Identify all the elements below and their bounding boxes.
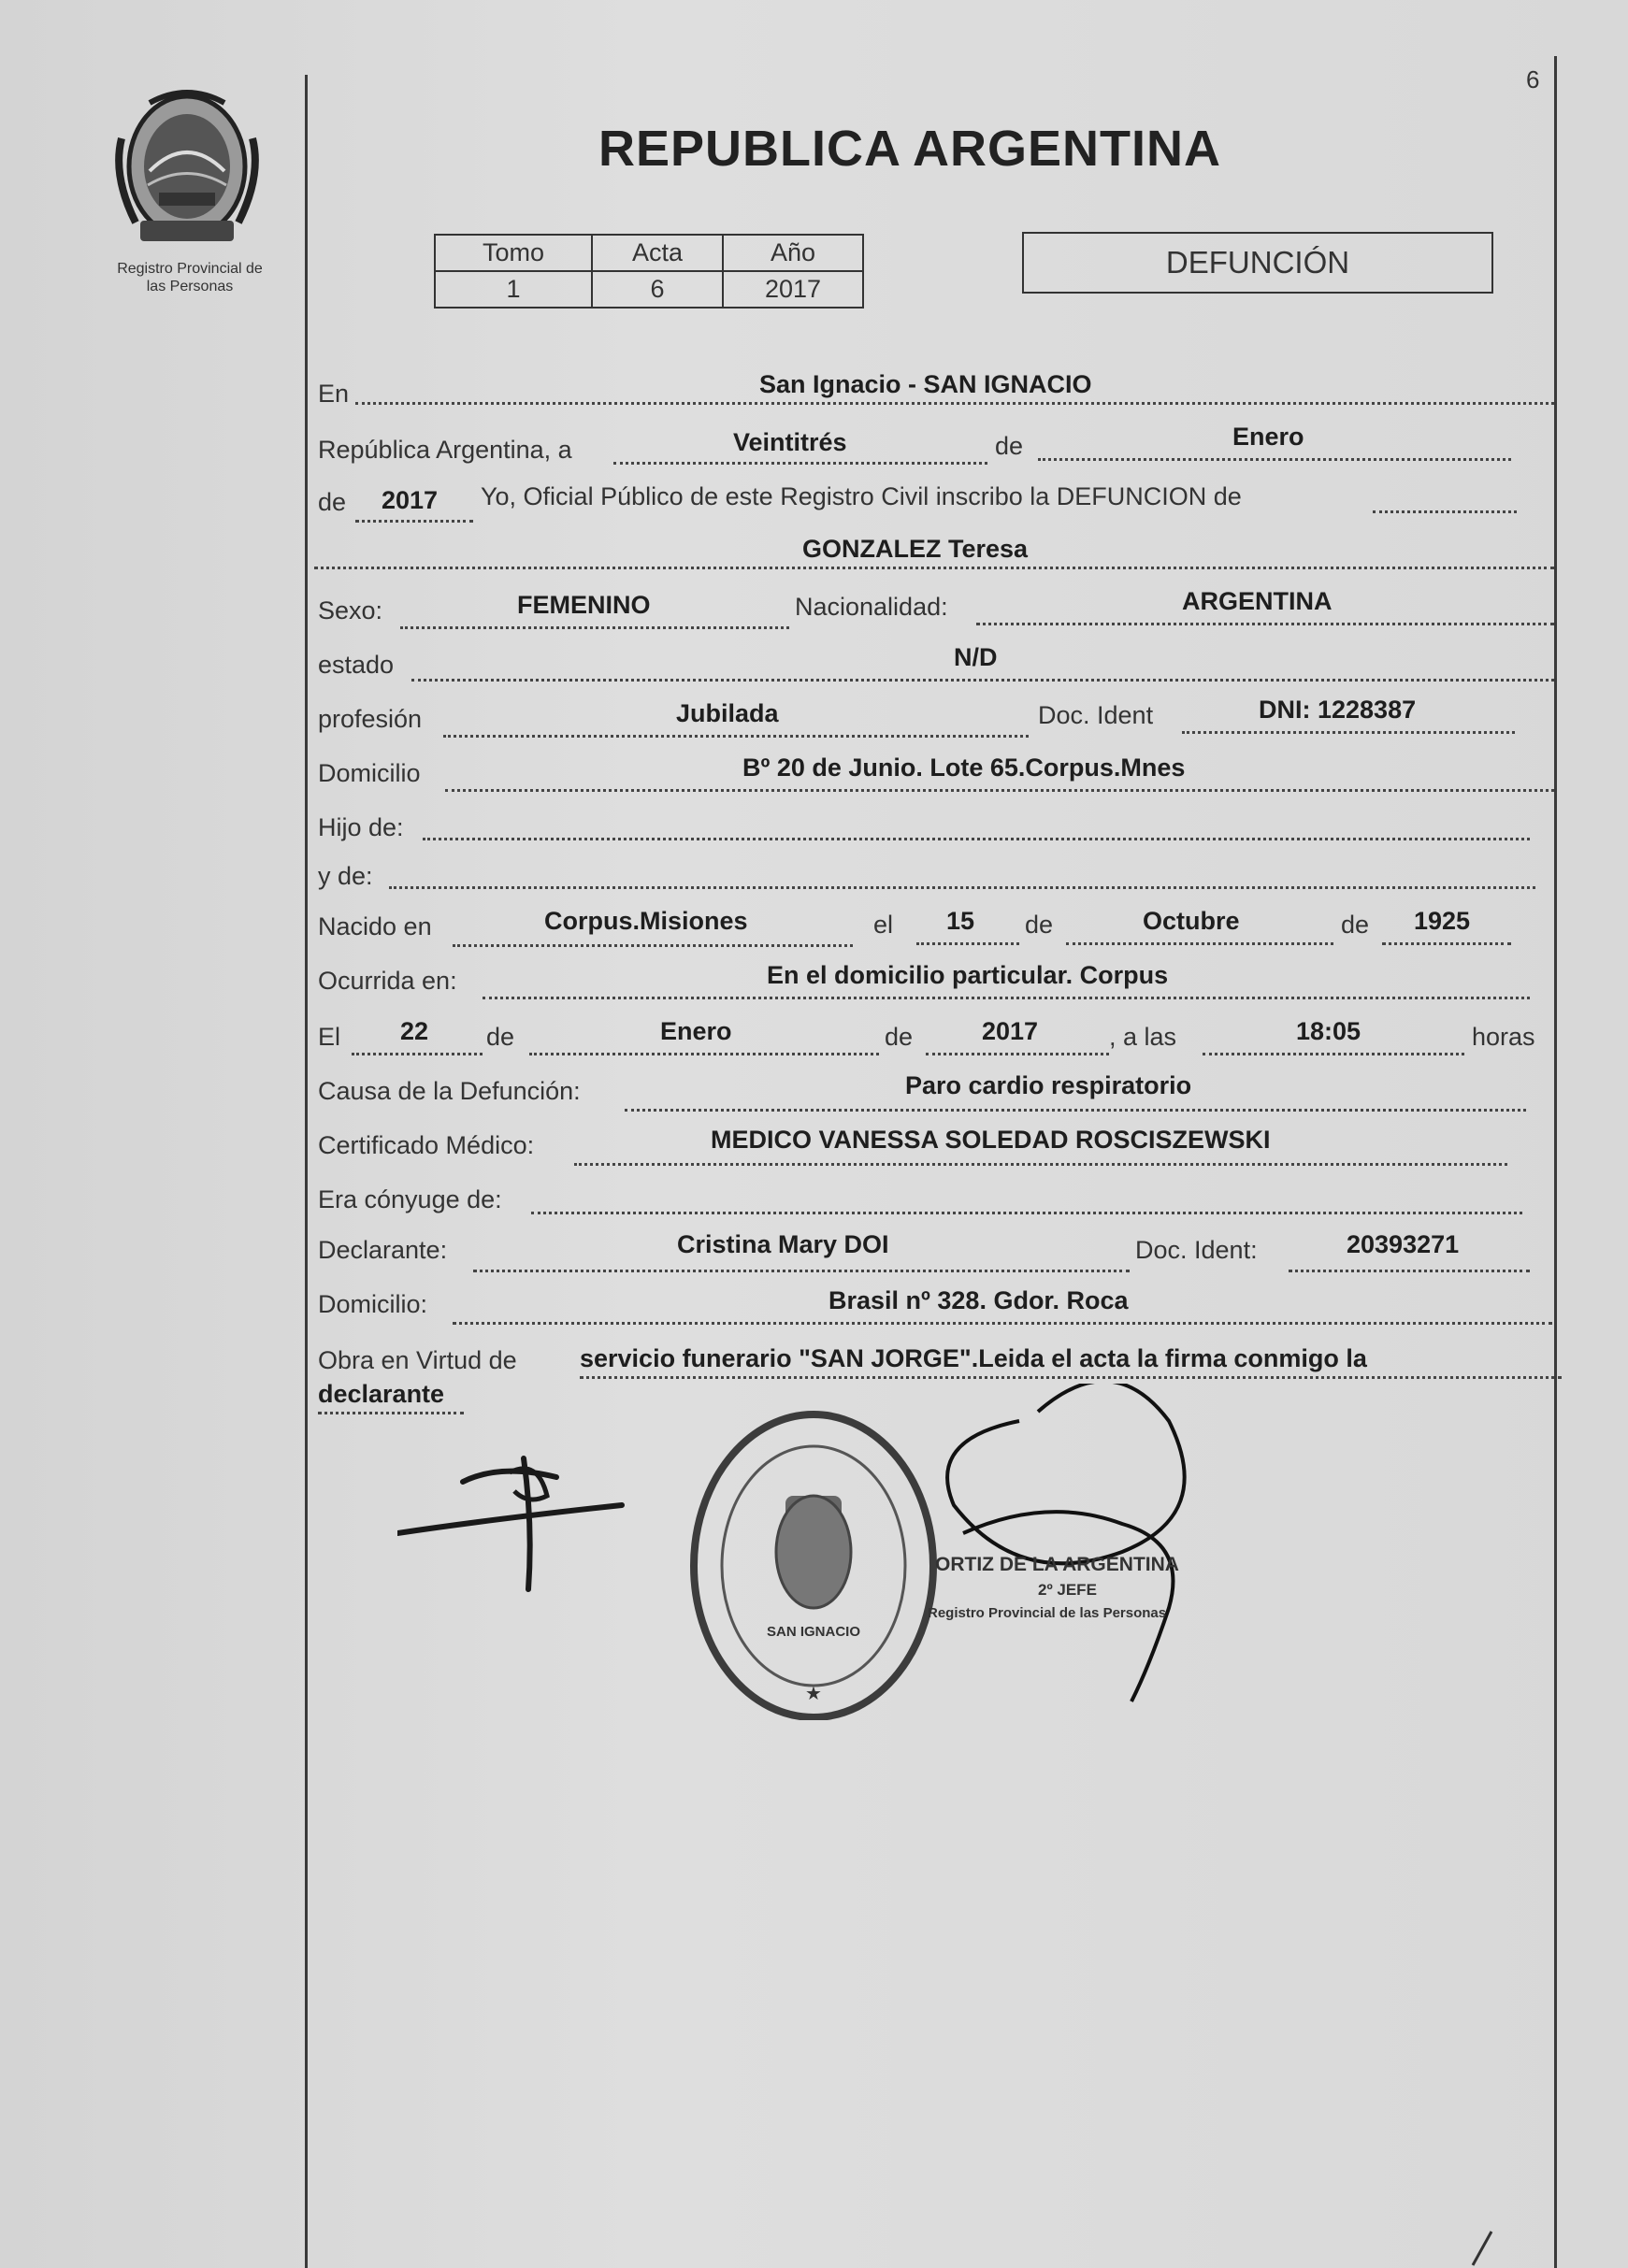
left-margin-line — [305, 75, 308, 2268]
dotted-line — [1182, 731, 1515, 734]
record-table-header — [435, 235, 863, 271]
dotted-line — [613, 462, 987, 465]
dotted-line — [318, 1412, 464, 1414]
declarant-signature-mark — [397, 1440, 631, 1608]
doc-label: Doc. Ident — [1038, 701, 1154, 729]
certificado-value: MEDICO VANESSA SOLEDAD ROSCISZEWSKI — [711, 1126, 1271, 1154]
record-type-box: DEFUNCIÓN — [1022, 232, 1493, 294]
header-acta: Acta — [592, 235, 723, 271]
dotted-line — [580, 1376, 1562, 1379]
estado-value: N/D — [954, 643, 998, 671]
day-words-value: Veintitrés — [733, 428, 847, 456]
dotted-line — [625, 1109, 1526, 1112]
de-label: de — [1341, 911, 1370, 939]
estado-label: estado — [318, 651, 395, 679]
dotted-line — [445, 789, 1554, 792]
republica-label: República Argentina, a — [318, 436, 572, 464]
profesion-value: Jubilada — [676, 699, 779, 727]
death-month-value: Enero — [660, 1017, 732, 1045]
dotted-line — [453, 944, 853, 947]
provincial-seal-logo — [112, 82, 262, 246]
causa-value: Paro cardio respiratorio — [905, 1071, 1192, 1099]
value-acta: 6 — [592, 271, 723, 308]
horas-label: horas — [1472, 1023, 1535, 1051]
declarante-label: Declarante: — [318, 1236, 448, 1264]
dotted-line — [411, 679, 1554, 682]
ocurrida-label: Ocurrida en: — [318, 967, 457, 995]
declarante-value: Cristina Mary DOI — [677, 1230, 889, 1258]
nacido-lugar-value: Corpus.Misiones — [544, 907, 748, 935]
svg-text:★: ★ — [805, 1684, 822, 1704]
domicilio-value: Bº 20 de Junio. Lote 65.Corpus.Mnes — [742, 754, 1186, 782]
dotted-line — [916, 942, 1019, 945]
domicilio2-label: Domicilio: — [318, 1290, 428, 1318]
page-title: REPUBLICA ARGENTINA — [598, 121, 1221, 177]
value-tomo: 1 — [435, 271, 592, 308]
official-stamp-line3: Registro Provincial de las Personas — [928, 1605, 1167, 1621]
conyuge-label: Era cónyuge de: — [318, 1185, 502, 1213]
dotted-line — [529, 1053, 879, 1055]
de-label: de — [885, 1023, 914, 1051]
obra-text: servicio funerario "SAN JORGE".Leida el acta la firma conmigo la — [580, 1344, 1367, 1372]
domicilio-label: Domicilio — [318, 759, 421, 787]
dotted-line — [314, 567, 1554, 569]
dotted-line — [443, 735, 1029, 738]
record-table-values — [435, 271, 863, 308]
record-table — [434, 234, 864, 309]
registry-name-line2: las Personas — [146, 279, 234, 294]
en-label: En — [318, 380, 350, 408]
dotted-line — [1289, 1270, 1530, 1272]
value-ano: 2017 — [723, 271, 863, 308]
right-margin-line — [1554, 56, 1557, 2268]
y-de-label: y de: — [318, 862, 373, 890]
dotted-line — [400, 626, 789, 629]
profesion-label: profesión — [318, 705, 423, 733]
official-stamp-line1: ORTIZ DE LA ARGENTINA — [935, 1554, 1179, 1575]
domicilio2-value: Brasil nº 328. Gdor. Roca — [828, 1286, 1129, 1314]
dotted-line — [531, 1212, 1522, 1214]
dotted-line — [1203, 1053, 1464, 1055]
header-tomo: Tomo — [435, 235, 592, 271]
dotted-line — [355, 520, 473, 523]
deceased-name-value: GONZALEZ Teresa — [802, 535, 1029, 563]
nacionalidad-value: ARGENTINA — [1182, 587, 1333, 615]
dotted-line — [355, 402, 1554, 405]
a-las-label: , a las — [1109, 1023, 1177, 1051]
official-seal-and-signature — [683, 1384, 1262, 1720]
birth-day-value: 15 — [946, 907, 975, 935]
doc-value: DNI: 1228387 — [1259, 696, 1417, 724]
dotted-line — [926, 1053, 1109, 1055]
sexo-label: Sexo: — [318, 596, 383, 624]
el2-label: El — [318, 1023, 341, 1051]
month-value: Enero — [1232, 423, 1304, 451]
page-number: 6 — [1526, 65, 1540, 93]
de-label: de — [318, 488, 347, 516]
dotted-line — [453, 1322, 1552, 1325]
registry-name — [82, 260, 297, 295]
inscribe-text: Yo, Oficial Público de este Registro Civil inscribo la DEFUNCION de — [481, 482, 1242, 510]
nacionalidad-label: Nacionalidad: — [795, 593, 948, 621]
obra-text-continued: declarante — [318, 1380, 445, 1408]
margin-pen-mark — [1468, 2230, 1496, 2267]
nacido-label: Nacido en — [318, 912, 432, 940]
dotted-line — [574, 1163, 1507, 1166]
dotted-line — [483, 997, 1530, 999]
death-year-value: 2017 — [982, 1017, 1039, 1045]
dotted-line — [473, 1270, 1130, 1272]
dotted-line — [1382, 942, 1511, 945]
birth-month-value: Octubre — [1143, 907, 1240, 935]
de-label: de — [486, 1023, 515, 1051]
de-label: de — [1025, 911, 1054, 939]
dotted-line — [352, 1053, 483, 1055]
header-ano: Año — [723, 235, 863, 271]
el-label: el — [873, 911, 894, 939]
dotted-line — [976, 623, 1554, 625]
year-value: 2017 — [382, 486, 439, 514]
doc2-label: Doc. Ident: — [1135, 1236, 1258, 1264]
causa-label: Causa de la Defunción: — [318, 1077, 581, 1105]
dotted-line — [389, 886, 1535, 889]
dotted-line — [423, 838, 1530, 840]
birth-year-value: 1925 — [1414, 907, 1471, 935]
certificado-label: Certificado Médico: — [318, 1131, 535, 1159]
sexo-value: FEMENINO — [517, 591, 651, 619]
obra-label: Obra en Virtud de — [318, 1346, 517, 1374]
official-stamp-line2: 2º JEFE — [1038, 1581, 1097, 1599]
dotted-line — [1066, 942, 1333, 945]
de-label: de — [995, 432, 1024, 460]
ocurrida-value: En el domicilio particular. Corpus — [767, 961, 1169, 989]
registry-name-line1: Registro Provincial de — [117, 261, 263, 277]
dotted-line — [1373, 510, 1517, 513]
death-day-value: 22 — [400, 1017, 429, 1045]
place-value: San Ignacio - SAN IGNACIO — [759, 370, 1092, 398]
doc2-value: 20393271 — [1347, 1230, 1460, 1258]
death-time-value: 18:05 — [1296, 1017, 1361, 1045]
hijo-label: Hijo de: — [318, 813, 404, 841]
seal-city-text: SAN IGNACIO — [766, 1624, 861, 1640]
dotted-line — [1038, 458, 1511, 461]
